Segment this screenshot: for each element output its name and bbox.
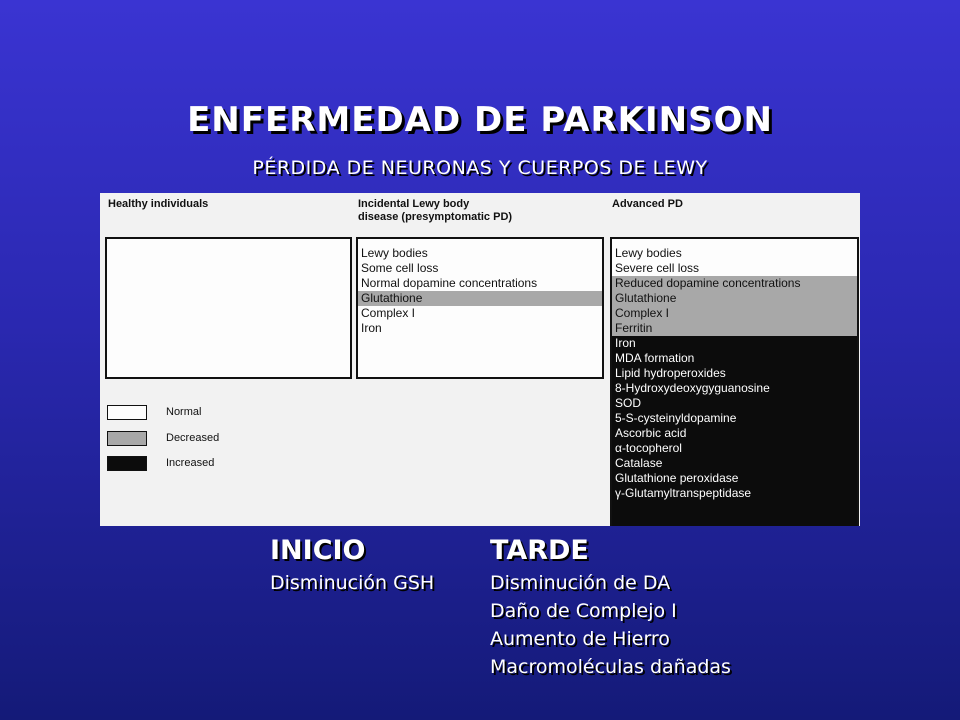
marker-row: Lewy bodies — [615, 246, 682, 260]
advanced-rows — [612, 246, 857, 501]
legend-swatch-decreased — [107, 431, 147, 446]
column-heading-healthy: Healthy individuals — [108, 198, 209, 210]
marker-row: MDA formation — [612, 351, 857, 366]
parkinson-stages-figure — [100, 193, 860, 526]
panel-advanced — [610, 237, 859, 526]
marker-row: Glutathione — [612, 291, 857, 306]
marker-row: 8-Hydroxydeoxygyguanosine — [612, 381, 857, 396]
marker-row: Iron — [612, 336, 857, 351]
legend-label-normal: Normal — [166, 406, 202, 418]
marker-row: Lewy bodies — [361, 246, 428, 260]
marker-row: Complex I — [612, 306, 857, 321]
stage-late-line: Macromoléculas dañadas — [490, 656, 731, 678]
incidental-rows — [358, 246, 602, 336]
marker-row: Glutathione peroxidase — [612, 471, 857, 486]
marker-row: Iron — [361, 321, 382, 335]
legend-label-decreased: Decreased — [166, 432, 220, 444]
column-heading-advanced: Advanced PD — [612, 198, 683, 210]
marker-row: Reduced dopamine concentrations — [612, 276, 857, 291]
marker-row: Complex I — [361, 306, 416, 320]
legend-label-increased: Increased — [166, 457, 215, 469]
column-heading-incidental — [358, 198, 512, 224]
slide-title: ENFERMEDAD DE PARKINSON — [187, 100, 773, 140]
stage-late-line: Disminución de DA — [490, 572, 671, 594]
legend-swatch-increased — [107, 456, 147, 471]
marker-row: Glutathione — [358, 291, 602, 306]
marker-row: Lipid hydroperoxides — [612, 366, 857, 381]
stage-late-heading: TARDE — [490, 535, 589, 566]
legend-swatch-normal — [107, 405, 147, 420]
stage-early-heading: INICIO — [270, 535, 366, 566]
panel-healthy — [105, 237, 352, 379]
stage-early-line: Disminución GSH — [270, 572, 435, 594]
slide-subtitle: PÉRDIDA DE NEURONAS Y CUERPOS DE LEWY — [252, 157, 708, 179]
marker-row: α-tocopherol — [612, 441, 857, 456]
marker-row: Some cell loss — [361, 261, 439, 275]
column-heading-incidental-line-2: disease (presymptomatic PD) — [358, 211, 513, 223]
marker-row: Ferritin — [612, 321, 857, 336]
marker-row: γ-Glutamyltranspeptidase — [612, 486, 857, 501]
marker-row: Catalase — [612, 456, 857, 471]
marker-row: SOD — [612, 396, 857, 411]
stage-late-line: Daño de Complejo I — [490, 600, 677, 622]
marker-row: Severe cell loss — [615, 261, 700, 275]
marker-row: Normal dopamine concentrations — [361, 276, 538, 290]
panel-incidental — [356, 237, 604, 379]
column-heading-incidental-line-1: Incidental Lewy body — [358, 198, 470, 210]
stage-late-line: Aumento de Hierro — [490, 628, 670, 650]
marker-row: 5-S-cysteinyldopamine — [612, 411, 857, 426]
marker-row: Ascorbic acid — [612, 426, 857, 441]
